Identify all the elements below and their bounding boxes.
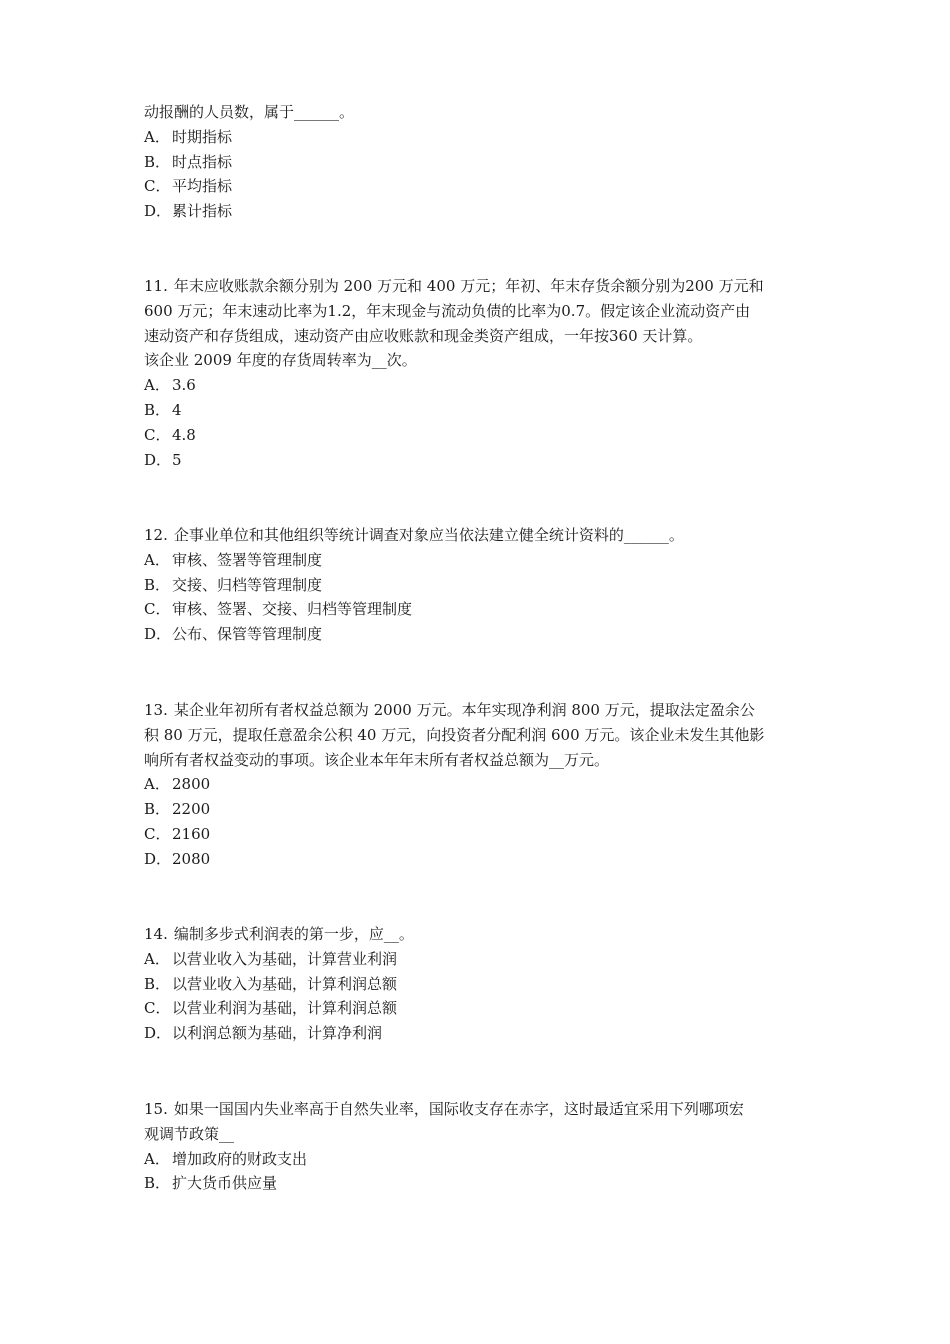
- option-b: [144, 1171, 824, 1196]
- option-a: [144, 947, 824, 972]
- option-b: [144, 150, 824, 175]
- question-stem-line: 600 万元；年末速动比率为1.2，年末现金与流动负债的比率为0.7。假定该企业流动资产由: [144, 301, 751, 320]
- option-text: 累计指标: [172, 202, 233, 221]
- option-text: 5: [172, 450, 182, 469]
- option-text: 增加政府的财政支出: [172, 1149, 308, 1168]
- option-letter: B．: [144, 400, 171, 419]
- option-c: [144, 597, 824, 622]
- question-12: [144, 523, 824, 647]
- option-letter: C．: [144, 824, 171, 843]
- option-letter: D．: [144, 202, 172, 221]
- question-14: [144, 922, 824, 1046]
- question-15: [144, 1097, 824, 1196]
- option-text: 2160: [172, 824, 211, 843]
- question-stem-text: 企事业单位和其他组织等统计调查对象应当依法建立健全统计资料的______。: [173, 526, 684, 544]
- option-d: [144, 199, 824, 224]
- option-text: 时期指标: [172, 127, 233, 146]
- option-text: 时点指标: [172, 152, 233, 171]
- question-13: [144, 698, 824, 872]
- option-c: [144, 996, 824, 1021]
- question-stem-text: 如果一国国内失业率高于自然失业率，国际收支存在赤字，这时最适宜采用下列哪项宏: [173, 1100, 744, 1118]
- question-number: 13.: [144, 701, 168, 719]
- option-letter: A．: [144, 127, 170, 146]
- option-text: 2080: [172, 849, 211, 868]
- option-letter: C．: [144, 177, 171, 196]
- option-d: [144, 448, 824, 473]
- option-a: [144, 548, 824, 573]
- option-b: [144, 573, 824, 598]
- option-letter: D．: [144, 450, 172, 469]
- question-stem-line: [144, 523, 824, 548]
- option-text: 3.6: [172, 376, 196, 395]
- option-b: [144, 797, 824, 822]
- option-text: 交接、归档等管理制度: [172, 575, 323, 594]
- option-a: [144, 125, 824, 150]
- option-text: 2200: [172, 800, 211, 819]
- option-letter: B．: [144, 575, 171, 594]
- option-text: 4: [172, 400, 182, 419]
- question-11: [144, 274, 824, 472]
- option-text: 以营业收入为基础，计算营业利润: [172, 949, 398, 968]
- question-stem-line: [144, 922, 824, 947]
- option-letter: C．: [144, 999, 171, 1018]
- option-b: [144, 972, 824, 997]
- question-stem-line: 响所有者权益变动的事项。该企业本年年末所有者权益总额为__万元。: [144, 750, 610, 769]
- option-text: 4.8: [172, 425, 196, 444]
- option-letter: A．: [144, 775, 170, 794]
- option-letter: A．: [144, 376, 170, 395]
- option-text: 以营业利润为基础，计算利润总额: [172, 999, 398, 1018]
- question-number: 15.: [144, 1100, 168, 1118]
- option-text: 扩大货币供应量: [172, 1174, 278, 1193]
- option-d: [144, 622, 824, 647]
- question-number: 12.: [144, 526, 168, 544]
- option-text: 2800: [172, 775, 211, 794]
- question-stem-line: [144, 698, 824, 723]
- question-stem-line: 积 80 万元，提取任意盈余公积 40 万元，向投资者分配利润 600 万元。该企业未发生其他影: [144, 725, 765, 744]
- option-a: [144, 1147, 824, 1172]
- question-number: 14.: [144, 925, 168, 943]
- option-text: 以利润总额为基础，计算净利润: [172, 1024, 383, 1043]
- question-number: 11.: [144, 277, 168, 295]
- question-stem-line: 速动资产和存货组成，速动资产由应收账款和现金类资产组成，一年按360 天计算。: [144, 326, 703, 345]
- option-letter: C．: [144, 600, 171, 619]
- option-text: 审核、签署、交接、归档等管理制度: [172, 600, 413, 619]
- question-stem-line: 观调节政策__: [144, 1124, 235, 1143]
- option-d: [144, 1021, 824, 1046]
- option-d: [144, 847, 824, 872]
- option-letter: D．: [144, 1024, 172, 1043]
- question-stem-text: 年末应收账款余额分别为 200 万元和 400 万元；年初、年末存货余额分别为200 万元和: [173, 277, 764, 295]
- option-letter: B．: [144, 1174, 171, 1193]
- question-stem-text: 编制多步式利润表的第一步，应__。: [173, 925, 414, 943]
- option-c: [144, 822, 824, 847]
- option-letter: A．: [144, 949, 170, 968]
- question-stem-text: 某企业年初所有者权益总额为 2000 万元。本年实现净利润 800 万元，提取法定盈余公: [173, 701, 755, 719]
- question-stem-line: [144, 1097, 824, 1122]
- option-c: [144, 174, 824, 199]
- option-b: [144, 398, 824, 423]
- option-letter: D．: [144, 625, 172, 644]
- question-stem-line: [144, 274, 824, 299]
- option-letter: B．: [144, 800, 171, 819]
- option-text: 平均指标: [172, 177, 233, 196]
- option-letter: A．: [144, 550, 170, 569]
- option-text: 公布、保管等管理制度: [172, 625, 323, 644]
- option-letter: C．: [144, 425, 171, 444]
- option-a: [144, 772, 824, 797]
- question-stem-line: 该企业 2009 年度的存货周转率为__次。: [144, 351, 417, 370]
- option-letter: B．: [144, 974, 171, 993]
- option-letter: B．: [144, 152, 171, 171]
- option-text: 以营业收入为基础，计算利润总额: [172, 974, 398, 993]
- option-a: [144, 373, 824, 398]
- option-letter: A．: [144, 1149, 170, 1168]
- option-letter: D．: [144, 849, 172, 868]
- question-stem-line: 动报酬的人员数，属于______。: [144, 103, 355, 121]
- option-text: 审核、签署等管理制度: [172, 550, 323, 569]
- option-c: [144, 423, 824, 448]
- question-continuation: [144, 100, 824, 224]
